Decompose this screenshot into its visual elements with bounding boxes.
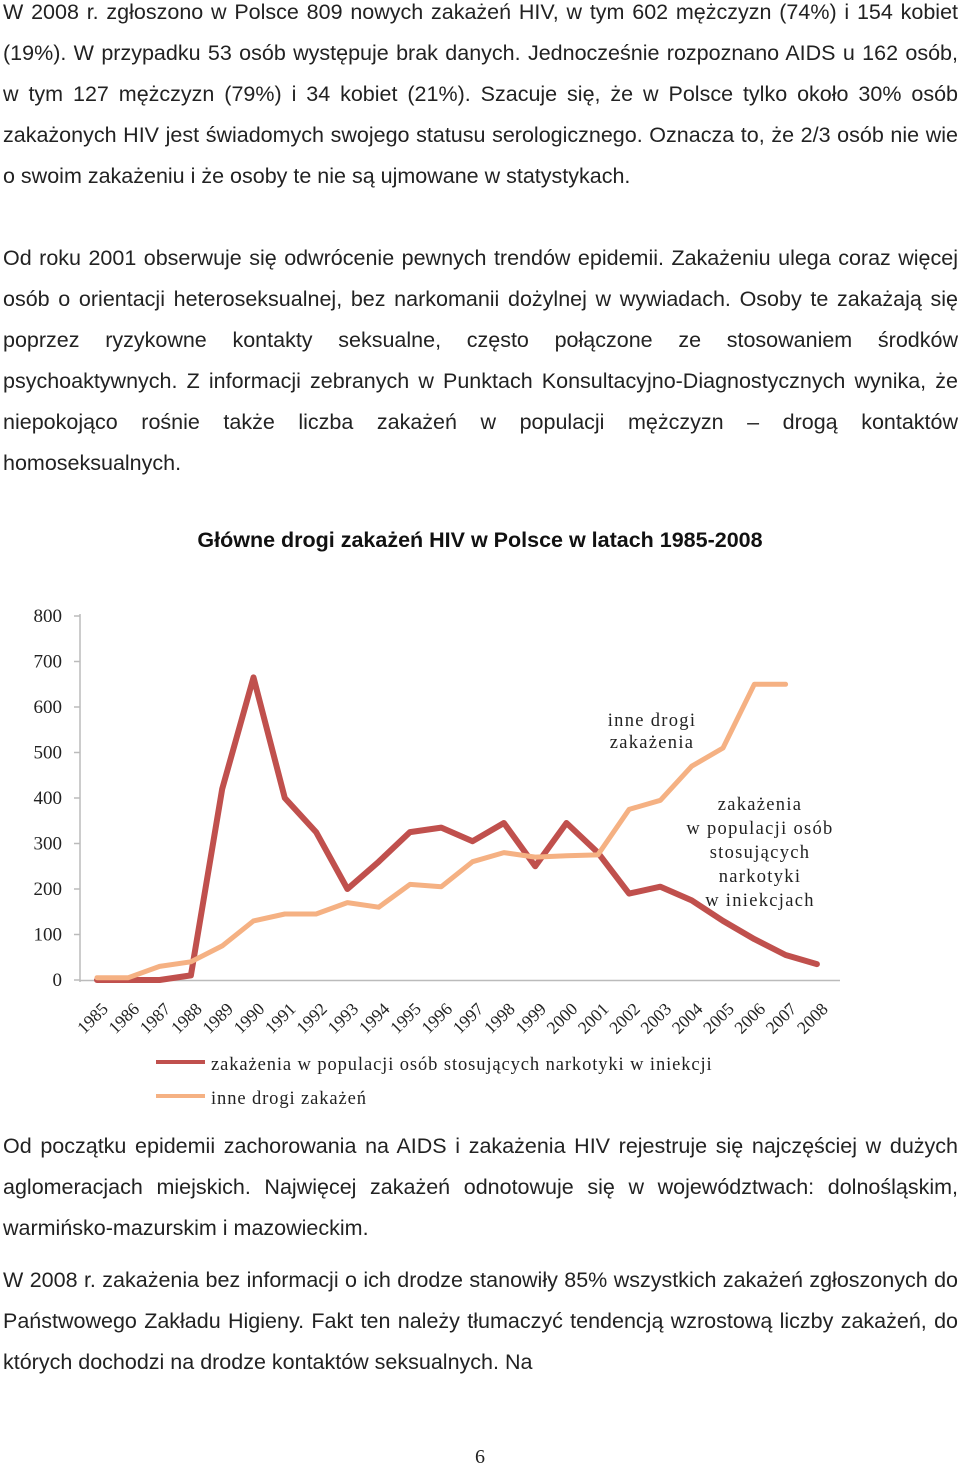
x-tick-label: 2006: [730, 998, 770, 1038]
paragraph-2: Od roku 2001 obserwuje się odwrócenie pewnych trendów epidemii. Zakażeniu ulega coraz więcej osób o orientacji heteroseksualnej, bez narkomanii dożylnej w wywiadach. Osoby te zakażają się poprzez ryzykowne kontakty seksualne, często połączone ze stosowaniem środków psychoaktywnych. Z informacji zebranych w Punktach Konsultacyjno-Diagnostycznych wynika, że niepokojąco rośnie także liczba zakażeń w populacji mężczyzn – drogą kontaktów homoseksualnych.: [3, 246, 958, 475]
x-tick-label: 1988: [166, 998, 206, 1038]
annotation-narkotyki: narkotyki: [718, 867, 802, 887]
x-tick-label: 1993: [323, 998, 363, 1038]
x-tick-label: 1985: [72, 998, 112, 1038]
annotation-narkotyki: stosujących: [709, 843, 811, 863]
paragraph-3: Od początku epidemii zachorowania na AIDS i zakażenia HIV rejestruje się najczęściej w dużych aglomeracjach miejskich. Najwięcej zakażeń odnotowuje się w województwach: dolnośląskim, warmińsko-mazurskim i mazowieckim.: [3, 1134, 958, 1240]
y-tick-label: 700: [33, 651, 62, 673]
x-tick-label: 1999: [511, 998, 551, 1038]
y-tick-label: 600: [33, 697, 62, 718]
y-tick-label: 800: [33, 606, 62, 627]
x-tick-label: 1991: [260, 998, 300, 1038]
x-tick-label: 2004: [667, 998, 707, 1038]
y-tick-label: 100: [33, 924, 62, 946]
y-tick-label: 200: [33, 879, 62, 900]
y-tick-label: 0: [52, 970, 62, 991]
y-tick-label: 500: [33, 742, 62, 764]
x-tick-label: 2002: [605, 998, 644, 1038]
x-tick-label: 1992: [292, 998, 331, 1038]
x-tick-label: 2008: [792, 998, 832, 1038]
x-tick-label: 1994: [354, 998, 394, 1038]
annotation-narkotyki: zakażenia: [717, 795, 803, 815]
x-tick-label: 1996: [417, 998, 457, 1038]
annotation-narkotyki: w populacji osób: [686, 819, 834, 839]
x-tick-label: 1998: [479, 998, 519, 1038]
annotation-narkotyki: w iniekcjach: [705, 891, 815, 911]
page-number: 6: [475, 1446, 485, 1468]
annotation-inne-drogi: zakażenia: [609, 733, 695, 753]
x-tick-label: 2001: [573, 998, 613, 1038]
legend-label-2: inne drogi zakażeń: [211, 1089, 367, 1109]
y-tick-label: 300: [33, 833, 62, 855]
x-tick-label: 1987: [135, 998, 175, 1038]
legend-label-1: zakażenia w populacji osób stosujących narkotyki w iniekcji: [211, 1055, 713, 1075]
x-tick-label: 1997: [448, 998, 488, 1038]
x-tick-label: 2007: [761, 998, 801, 1038]
x-tick-label: 1986: [104, 998, 144, 1038]
x-tick-label: 1995: [385, 998, 425, 1038]
line-chart: [0, 590, 960, 1125]
annotation-inne-drogi: inne drogi: [607, 711, 697, 731]
paragraph-4: W 2008 r. zakażenia bez informacji o ich drodze stanowiły 85% wszystkich zakażeń zgłoszonych do Państwowego Zakładu Higieny. Fakt ten należy tłumaczyć tendencją wzrostową liczby zakażeń, do których dochodzi na drodze kontaktów seksualnych. Na: [3, 1268, 958, 1374]
y-tick-label: 400: [33, 788, 62, 809]
x-tick-label: 1990: [229, 998, 269, 1038]
paragraph-1: W 2008 r. zgłoszono w Polsce 809 nowych zakażeń HIV, w tym 602 mężczyzn (74%) i 154 kobiet (19%). W przypadku 53 osób występuje brak danych. Jednocześnie rozpoznano AIDS u 162 osób, w tym 127 mężczyzn (79%) i 34 kobiet (21%). Szacuje się, że w Polsce tylko około 30% osób zakażonych HIV jest świadomych swojego statusu serologicznego. Oznacza to, że 2/3 osób nie wie o swoim zakażeniu i że osoby te nie są ujmowane w statystykach.: [3, 0, 958, 188]
x-tick-label: 2000: [542, 998, 582, 1038]
x-tick-label: 1989: [198, 998, 238, 1038]
x-tick-label: 2005: [698, 998, 738, 1038]
chart-title: Główne drogi zakażeń HIV w Polsce w latach 1985-2008: [197, 528, 763, 552]
x-tick-label: 2003: [636, 998, 676, 1038]
